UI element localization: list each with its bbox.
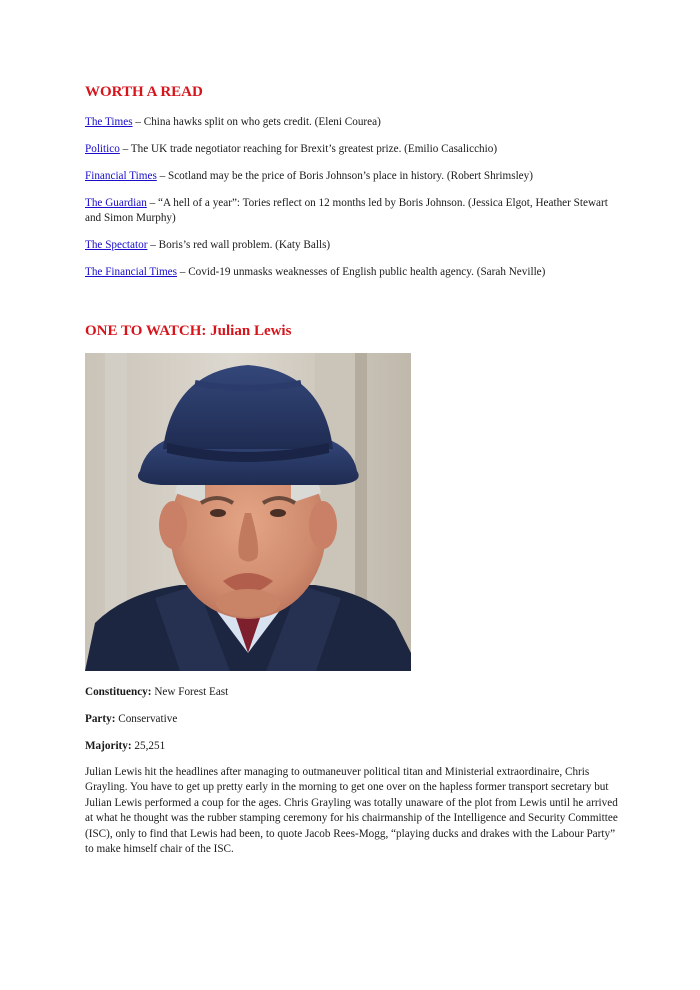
read-item bbox=[85, 169, 620, 184]
source-link-the-times[interactable]: The Times bbox=[85, 116, 133, 128]
portrait-illustration bbox=[85, 353, 411, 671]
read-item bbox=[85, 196, 620, 226]
source-link-the-spectator[interactable]: The Spectator bbox=[85, 239, 148, 251]
read-item-text: – Covid-19 unmasks weaknesses of English public health agency. (Sarah Neville) bbox=[177, 266, 546, 278]
read-item bbox=[85, 115, 620, 130]
constituency-value: New Forest East bbox=[151, 686, 229, 698]
read-item-text: – China hawks split on who gets credit. (Eleni Courea) bbox=[132, 116, 381, 128]
constituency-label: Constituency: bbox=[85, 686, 152, 698]
body-paragraph: Julian Lewis hit the headlines after managing to outmaneuver political titan and Ministerial extraordinaire, Chris Grayling. You have to get up pretty early in the morning to get one over on the hapless former transport secretary but Julian Lewis performed a coup for the ages. Chris Grayling was totally unaware of the plot from Lewis until he arrived at what he thought was the rubber stamping ceremony for his chairmanship of the Intelligence and Security Committee (ISC), only to find that Lewis had been, to quote Jacob Rees-Mogg, “playing ducks and drakes with the Labour Party” to make himself chair of the ISC. bbox=[85, 766, 618, 856]
majority-value: 25,251 bbox=[131, 740, 166, 752]
party-line bbox=[85, 712, 177, 727]
source-link-politico[interactable]: Politico bbox=[85, 143, 120, 155]
read-item-text: – “A hell of a year”: Tories reflect on 12 months led by Boris Johnson. (Jessica Elgot, Heather Stewart and Simon Murphy) bbox=[85, 197, 608, 224]
read-item-text: – Scotland may be the price of Boris Johnson’s place in history. (Robert Shrimsley) bbox=[156, 170, 533, 182]
read-item-text: – The UK trade negotiator reaching for Brexit’s greatest prize. (Emilio Casalicchio) bbox=[119, 143, 498, 155]
one-to-watch-heading: ONE TO WATCH: Julian Lewis bbox=[85, 323, 292, 339]
worth-a-read-heading: WORTH A READ bbox=[85, 84, 203, 100]
source-link-the-financial-times[interactable]: The Financial Times bbox=[85, 266, 177, 278]
read-item bbox=[85, 142, 620, 157]
portrait-photo bbox=[85, 353, 411, 671]
read-item-text: – Boris’s red wall problem. (Katy Balls) bbox=[147, 239, 331, 251]
party-value: Conservative bbox=[115, 713, 178, 725]
read-item bbox=[85, 265, 620, 280]
majority-line bbox=[85, 739, 165, 754]
majority-label: Majority: bbox=[85, 740, 132, 752]
source-link-financial-times[interactable]: Financial Times bbox=[85, 170, 157, 182]
read-item bbox=[85, 238, 620, 253]
source-link-the-guardian[interactable]: The Guardian bbox=[85, 197, 147, 209]
party-label: Party: bbox=[85, 713, 116, 725]
constituency-line bbox=[85, 685, 228, 700]
